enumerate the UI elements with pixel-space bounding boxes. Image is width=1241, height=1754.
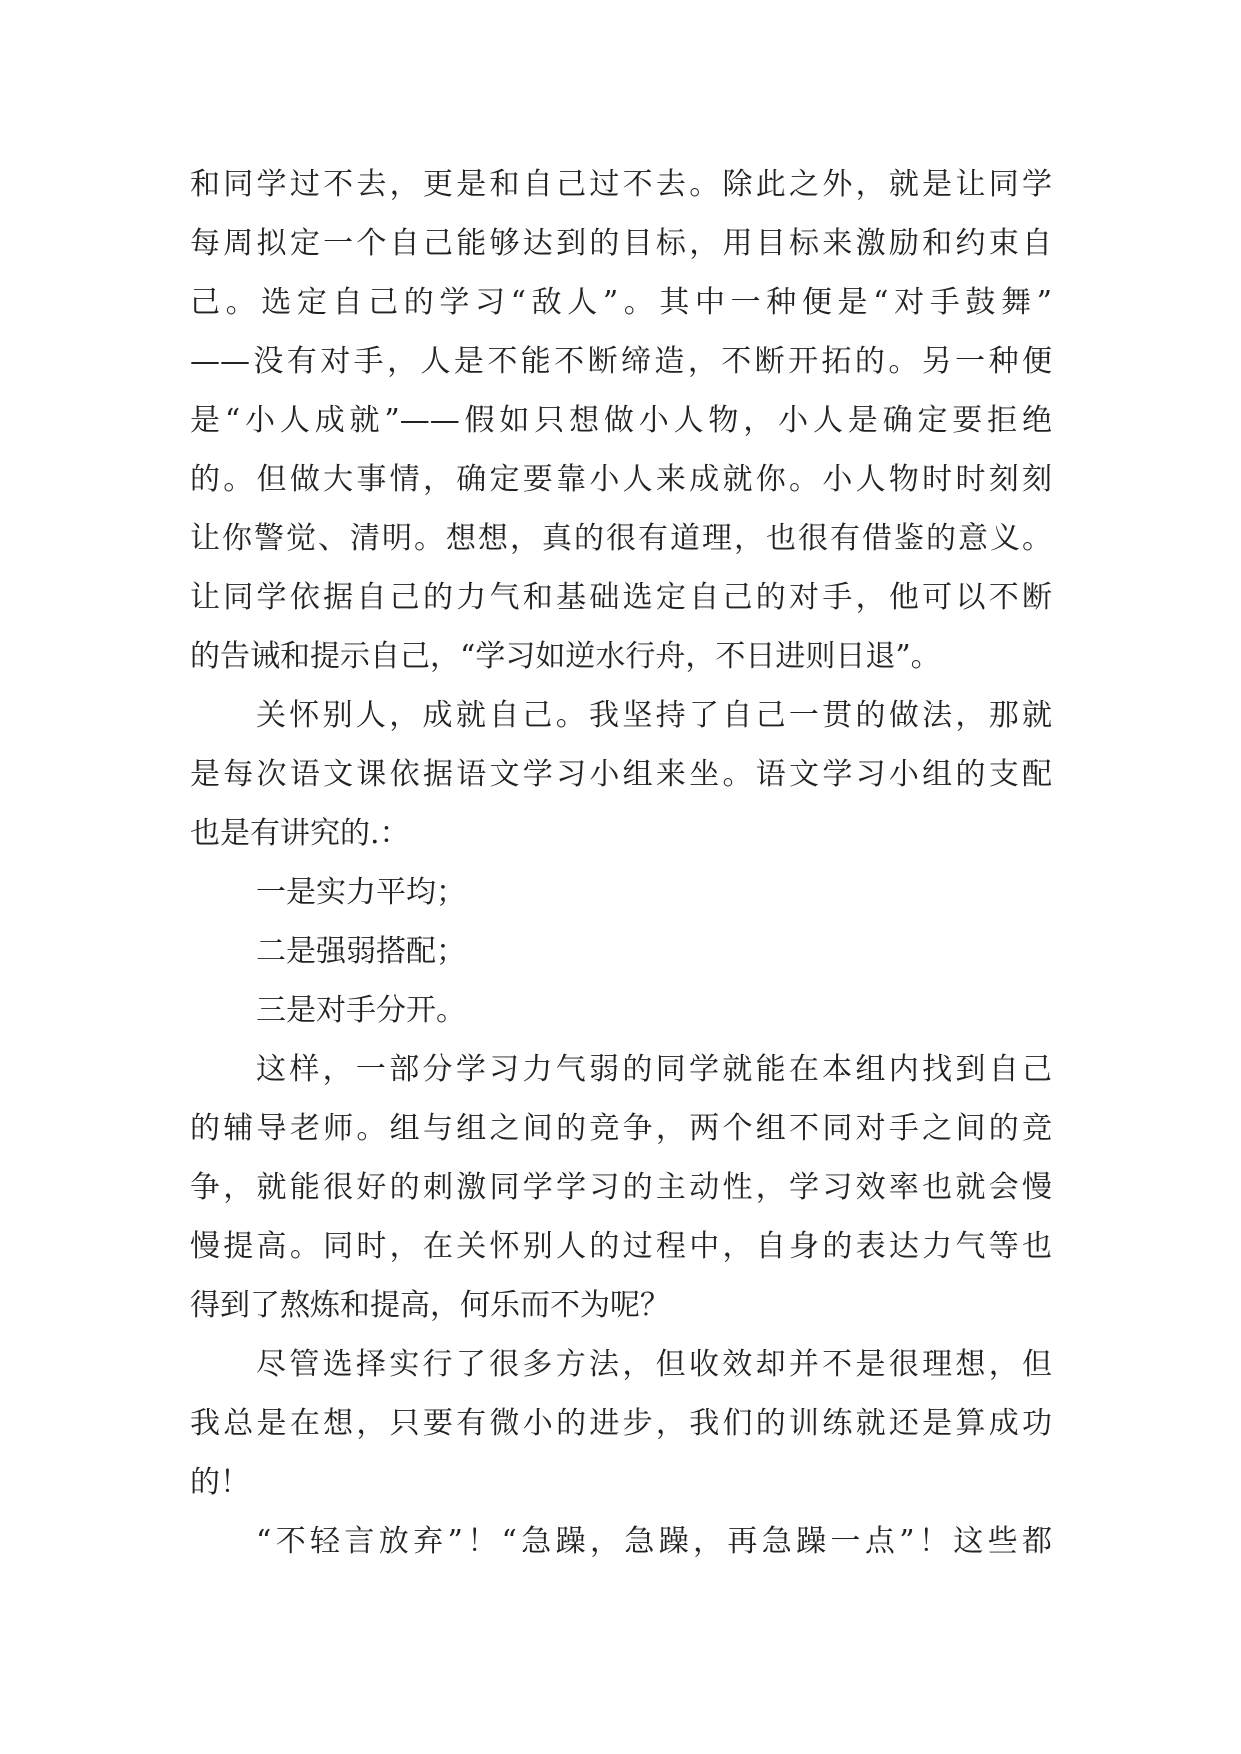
- paragraph-6: [190, 1040, 1052, 1335]
- text-line: ——没有对手，人是不能不断缔造，不断开拓的。另一种便: [190, 344, 1052, 379]
- text-line: 一是实力平均；: [256, 875, 466, 910]
- document-body: [190, 155, 1052, 1571]
- list-item-1: [190, 863, 1052, 922]
- text-line: 己。选定自己的学习“敌人”。其中一种便是“对手鼓舞”: [190, 285, 1052, 320]
- text-line: 关怀别人，成就自己。我坚持了自己一贯的做法，那就: [256, 698, 1052, 733]
- text-line: 尽管选择实行了很多方法，但收效却并不是很理想，但: [256, 1347, 1052, 1382]
- text-line: 也是有讲究的.：: [190, 816, 410, 851]
- text-line: 每周拟定一个自己能够达到的目标，用目标来激励和约束自: [190, 226, 1052, 261]
- text-line: 让同学依据自己的力气和基础选定自己的对手，他可以不断: [190, 580, 1052, 615]
- paragraph-7: [190, 1335, 1052, 1512]
- text-line: 的！: [190, 1465, 250, 1500]
- paragraph-1: [190, 155, 1052, 686]
- paragraph-8: [190, 1512, 1052, 1571]
- text-line: 得到了熬炼和提高，何乐而不为呢？: [190, 1288, 670, 1323]
- text-line: 让你警觉、清明。想想，真的很有道理，也很有借鉴的意义。: [190, 521, 1052, 556]
- text-line: 是“小人成就”——假如只想做小人物，小人是确定要拒绝: [190, 403, 1052, 438]
- list-item-2: [190, 922, 1052, 981]
- paragraph-2: [190, 686, 1052, 863]
- text-line: 和同学过不去，更是和自己过不去。除此之外，就是让同学: [190, 167, 1052, 202]
- text-line: 这样，一部分学习力气弱的同学就能在本组内找到自己: [256, 1052, 1052, 1087]
- list-item-3: [190, 981, 1052, 1040]
- text-line: 三是对手分开。: [256, 993, 466, 1028]
- text-line: 我总是在想，只要有微小的进步，我们的训练就还是算成功: [190, 1406, 1052, 1441]
- text-line: “不轻言放弃”！“急躁，急躁，再急躁一点”！这些都: [256, 1524, 1052, 1559]
- text-line: 的告诫和提示自己，“学习如逆水行舟，不日进则日退”。: [190, 639, 941, 674]
- text-line: 的。但做大事情，确定要靠小人来成就你。小人物时时刻刻: [190, 462, 1052, 497]
- text-line: 的辅导老师。组与组之间的竞争，两个组不同对手之间的竞: [190, 1111, 1052, 1146]
- text-line: 争，就能很好的刺激同学学习的主动性，学习效率也就会慢: [190, 1170, 1052, 1205]
- text-line: 是每次语文课依据语文学习小组来坐。语文学习小组的支配: [190, 757, 1052, 792]
- text-line: 慢提高。同时，在关怀别人的过程中，自身的表达力气等也: [190, 1229, 1052, 1264]
- text-line: 二是强弱搭配；: [256, 934, 466, 969]
